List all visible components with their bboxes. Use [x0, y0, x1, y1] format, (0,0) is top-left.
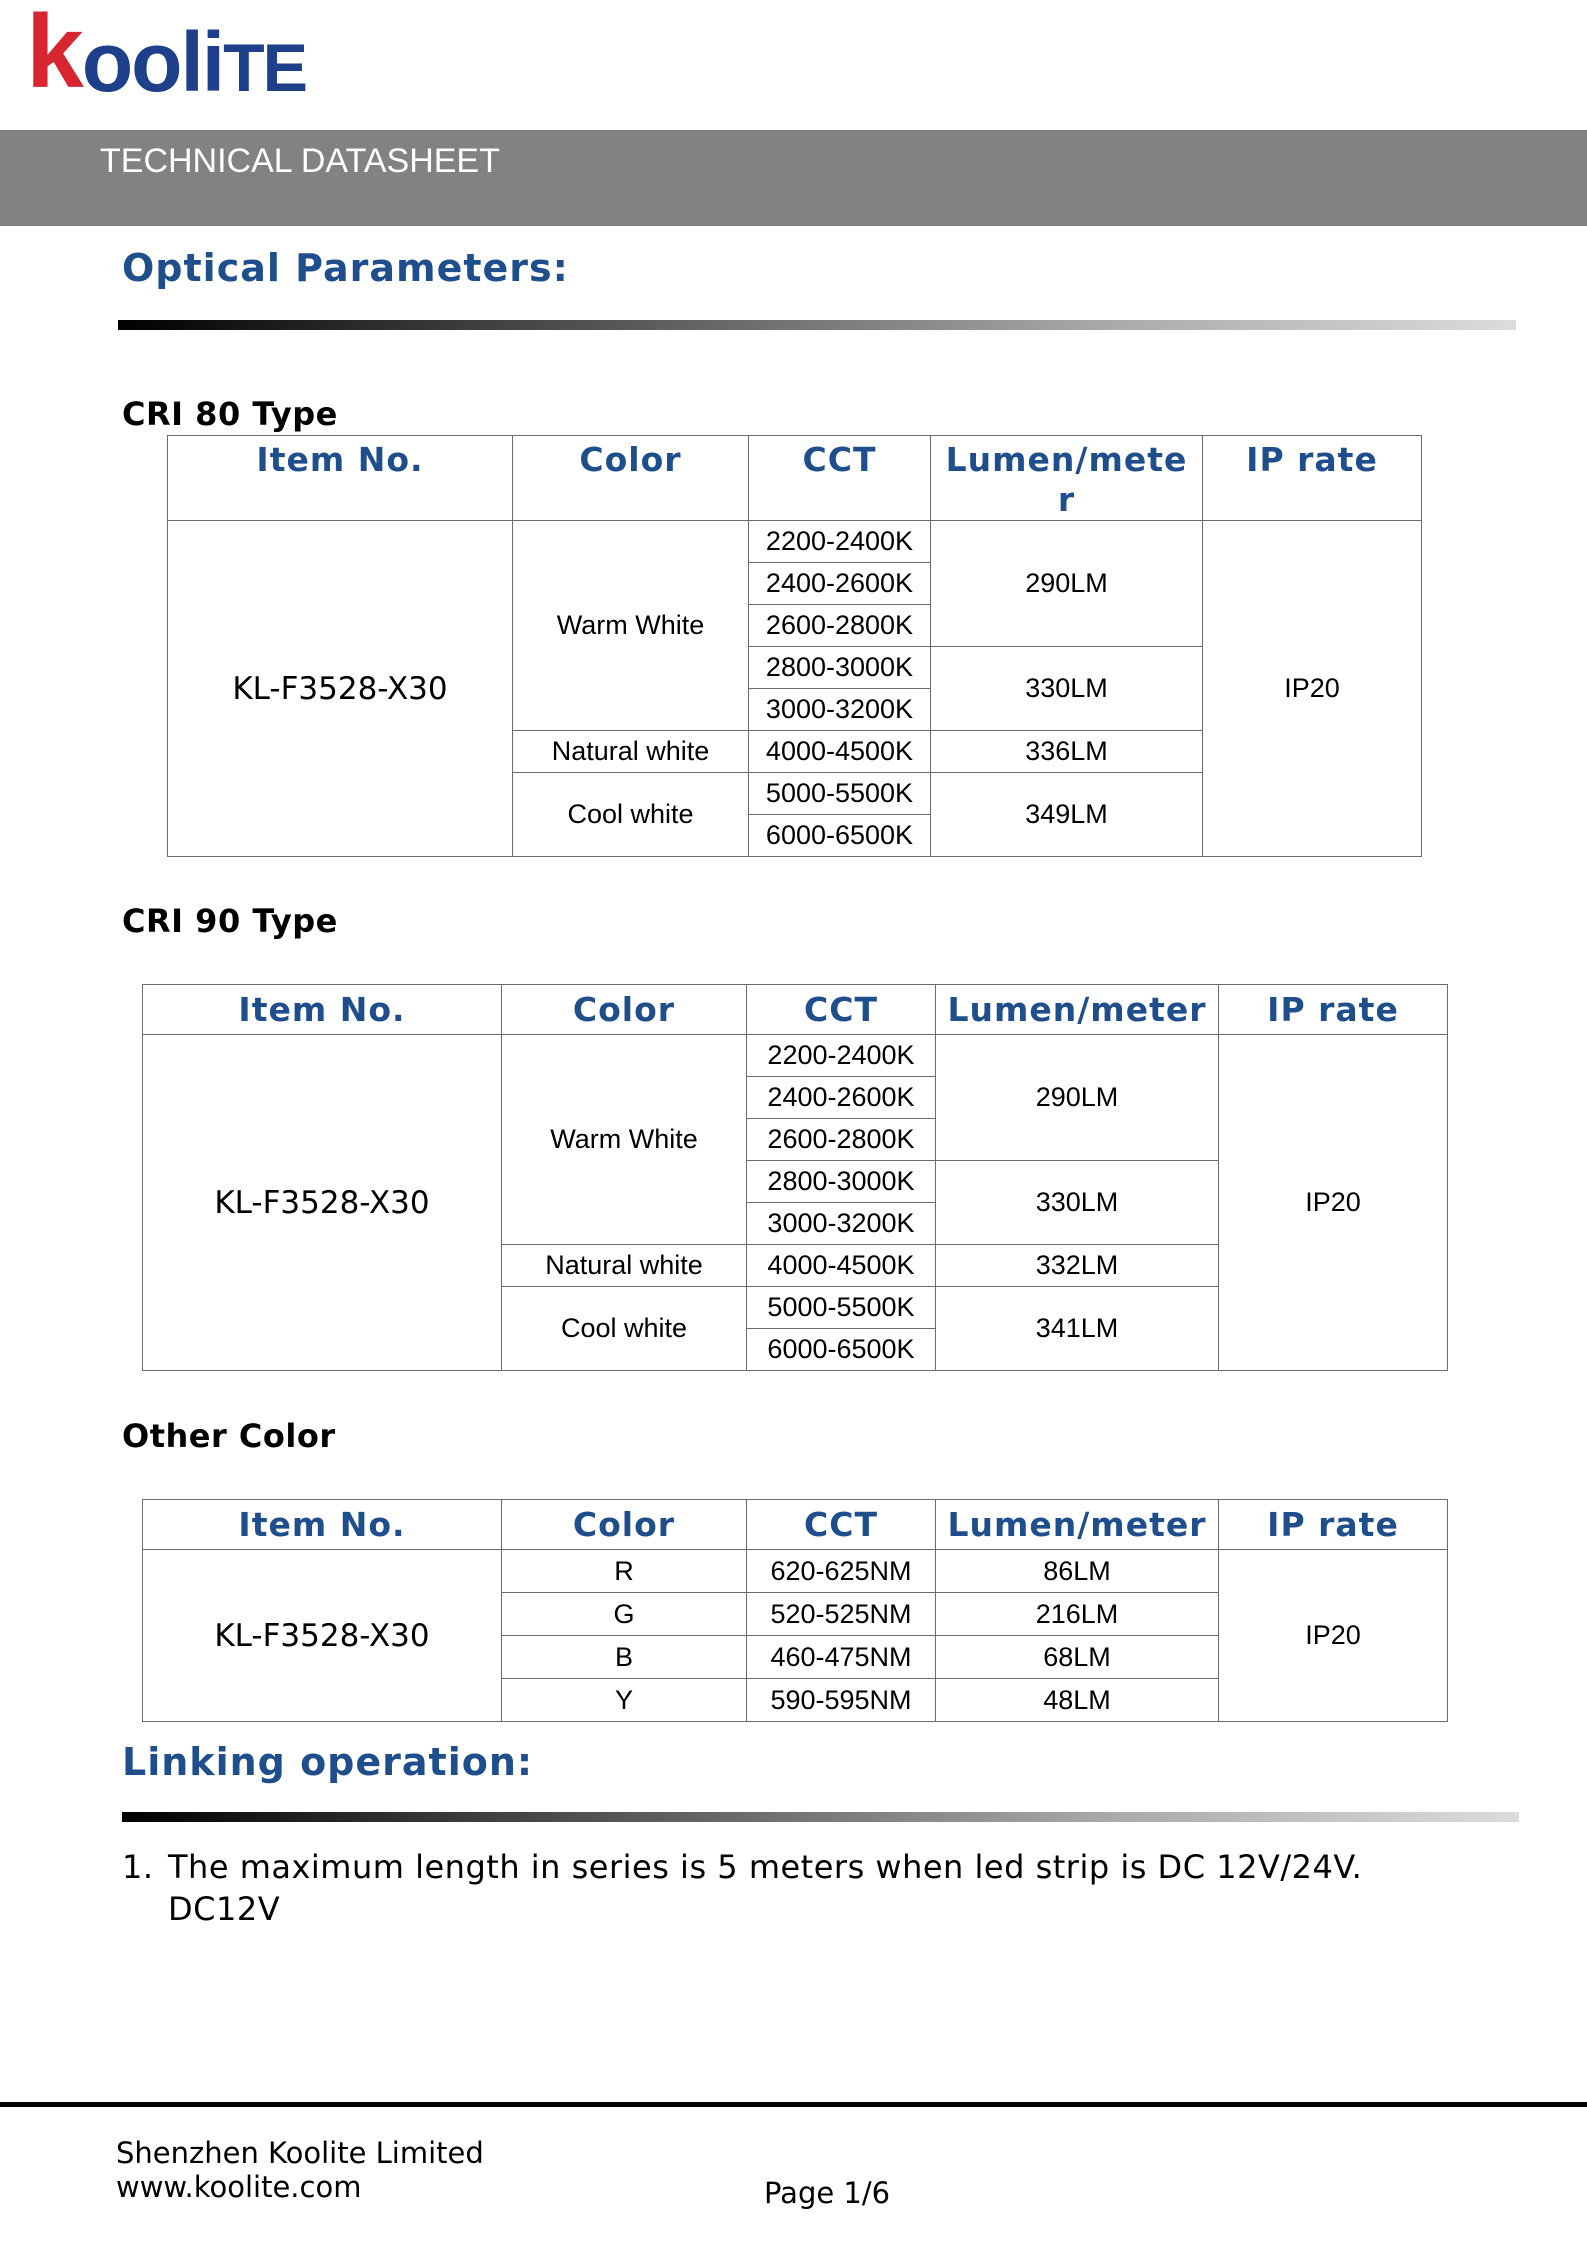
- banner-title: TECHNICAL DATASHEET: [100, 142, 500, 180]
- color-cell: Warm White: [513, 521, 749, 731]
- color-cell: G: [502, 1593, 747, 1636]
- lumen-cell: 68LM: [936, 1636, 1219, 1679]
- lumen-cell: 336LM: [931, 731, 1203, 773]
- lumen-cell: 290LM: [931, 521, 1203, 647]
- cct-cell: 2400-2600K: [749, 563, 931, 605]
- cct-cell: 520-525NM: [747, 1593, 936, 1636]
- header-ip-rate: IP rate: [1203, 436, 1422, 521]
- color-cell: Natural white: [513, 731, 749, 773]
- ip-rate-cell: IP20: [1219, 1035, 1448, 1371]
- section-divider: [122, 1812, 1519, 1822]
- cct-cell: 2800-3000K: [749, 647, 931, 689]
- header-ip-rate: IP rate: [1219, 1500, 1448, 1550]
- company-logo: [26, 0, 307, 110]
- header-cct: CCT: [749, 436, 931, 521]
- table-row: [168, 521, 1422, 563]
- color-cell: Y: [502, 1679, 747, 1722]
- list-item: [122, 1846, 1362, 1930]
- ip-rate-cell: IP20: [1203, 521, 1422, 857]
- company-name: Shenzhen Koolite Limited: [116, 2136, 484, 2170]
- page-number: Page 1/6: [764, 2176, 891, 2210]
- cct-cell: 4000-4500K: [749, 731, 931, 773]
- logo-letter-k: k: [26, 0, 82, 110]
- list-number: 1.: [122, 1848, 154, 1886]
- table-header-row: [143, 985, 1448, 1035]
- section-divider: [118, 320, 1516, 330]
- cri90-table: [142, 984, 1448, 1371]
- cri90-title: CRI 90 Type: [122, 902, 338, 940]
- color-cell: B: [502, 1636, 747, 1679]
- header-lumen: Lumen/meter: [936, 1500, 1219, 1550]
- cct-cell: 5000-5500K: [749, 773, 931, 815]
- cri80-title: CRI 80 Type: [122, 395, 338, 433]
- cct-cell: 6000-6500K: [747, 1329, 936, 1371]
- table-row: [143, 1035, 1448, 1077]
- header-cct: CCT: [747, 1500, 936, 1550]
- cct-cell: 2200-2400K: [747, 1035, 936, 1077]
- optical-parameters-title: Optical Parameters:: [122, 246, 569, 290]
- footer-divider: [0, 2102, 1587, 2107]
- linking-operation-title: Linking operation:: [122, 1740, 534, 1784]
- lumen-cell: 216LM: [936, 1593, 1219, 1636]
- header-item-no: Item No.: [168, 436, 513, 521]
- item-number-cell: KL-F3528-X30: [143, 1550, 502, 1722]
- company-website: www.koolite.com: [116, 2170, 362, 2204]
- cct-cell: 2600-2800K: [747, 1119, 936, 1161]
- item-number-cell: KL-F3528-X30: [168, 521, 513, 857]
- lumen-cell: 290LM: [936, 1035, 1219, 1161]
- lumen-cell: 330LM: [936, 1161, 1219, 1245]
- header-lumen: Lumen/meter: [936, 985, 1219, 1035]
- cct-cell: 590-595NM: [747, 1679, 936, 1722]
- header-color: Color: [502, 985, 747, 1035]
- cct-cell: 3000-3200K: [749, 689, 931, 731]
- other-color-title: Other Color: [122, 1417, 336, 1455]
- header-lumen: Lumen/mete r: [931, 436, 1203, 521]
- header-item-no: Item No.: [143, 985, 502, 1035]
- color-cell: Natural white: [502, 1245, 747, 1287]
- cct-cell: 460-475NM: [747, 1636, 936, 1679]
- cct-cell: 2600-2800K: [749, 605, 931, 647]
- table-row: [143, 1550, 1448, 1593]
- cct-cell: 4000-4500K: [747, 1245, 936, 1287]
- cct-cell: 5000-5500K: [747, 1287, 936, 1329]
- lumen-cell: 48LM: [936, 1679, 1219, 1722]
- cct-cell: 6000-6500K: [749, 815, 931, 857]
- cct-cell: 620-625NM: [747, 1550, 936, 1593]
- color-cell: Cool white: [502, 1287, 747, 1371]
- header-cct: CCT: [747, 985, 936, 1035]
- other-color-table: [142, 1499, 1448, 1722]
- table-header-row: [143, 1500, 1448, 1550]
- lumen-cell: 341LM: [936, 1287, 1219, 1371]
- footer-company-info: [116, 2136, 484, 2204]
- header-color: Color: [513, 436, 749, 521]
- color-cell: R: [502, 1550, 747, 1593]
- lumen-cell: 86LM: [936, 1550, 1219, 1593]
- cri80-table: [167, 435, 1422, 857]
- lumen-cell: 349LM: [931, 773, 1203, 857]
- lumen-cell: 332LM: [936, 1245, 1219, 1287]
- list-text-continued: DC12V: [168, 1890, 281, 1928]
- header-color: Color: [502, 1500, 747, 1550]
- cct-cell: 2400-2600K: [747, 1077, 936, 1119]
- ip-rate-cell: IP20: [1219, 1550, 1448, 1722]
- logo-letters: ooliTE: [81, 15, 307, 109]
- cct-cell: 3000-3200K: [747, 1203, 936, 1245]
- cct-cell: 2200-2400K: [749, 521, 931, 563]
- table-header-row: [168, 436, 1422, 521]
- list-text: The maximum length in series is 5 meters when led strip is DC 12V/24V.: [168, 1848, 1363, 1886]
- color-cell: Cool white: [513, 773, 749, 857]
- header-item-no: Item No.: [143, 1500, 502, 1550]
- header-ip-rate: IP rate: [1219, 985, 1448, 1035]
- item-number-cell: KL-F3528-X30: [143, 1035, 502, 1371]
- color-cell: Warm White: [502, 1035, 747, 1245]
- lumen-cell: 330LM: [931, 647, 1203, 731]
- cct-cell: 2800-3000K: [747, 1161, 936, 1203]
- header-banner: [0, 130, 1587, 226]
